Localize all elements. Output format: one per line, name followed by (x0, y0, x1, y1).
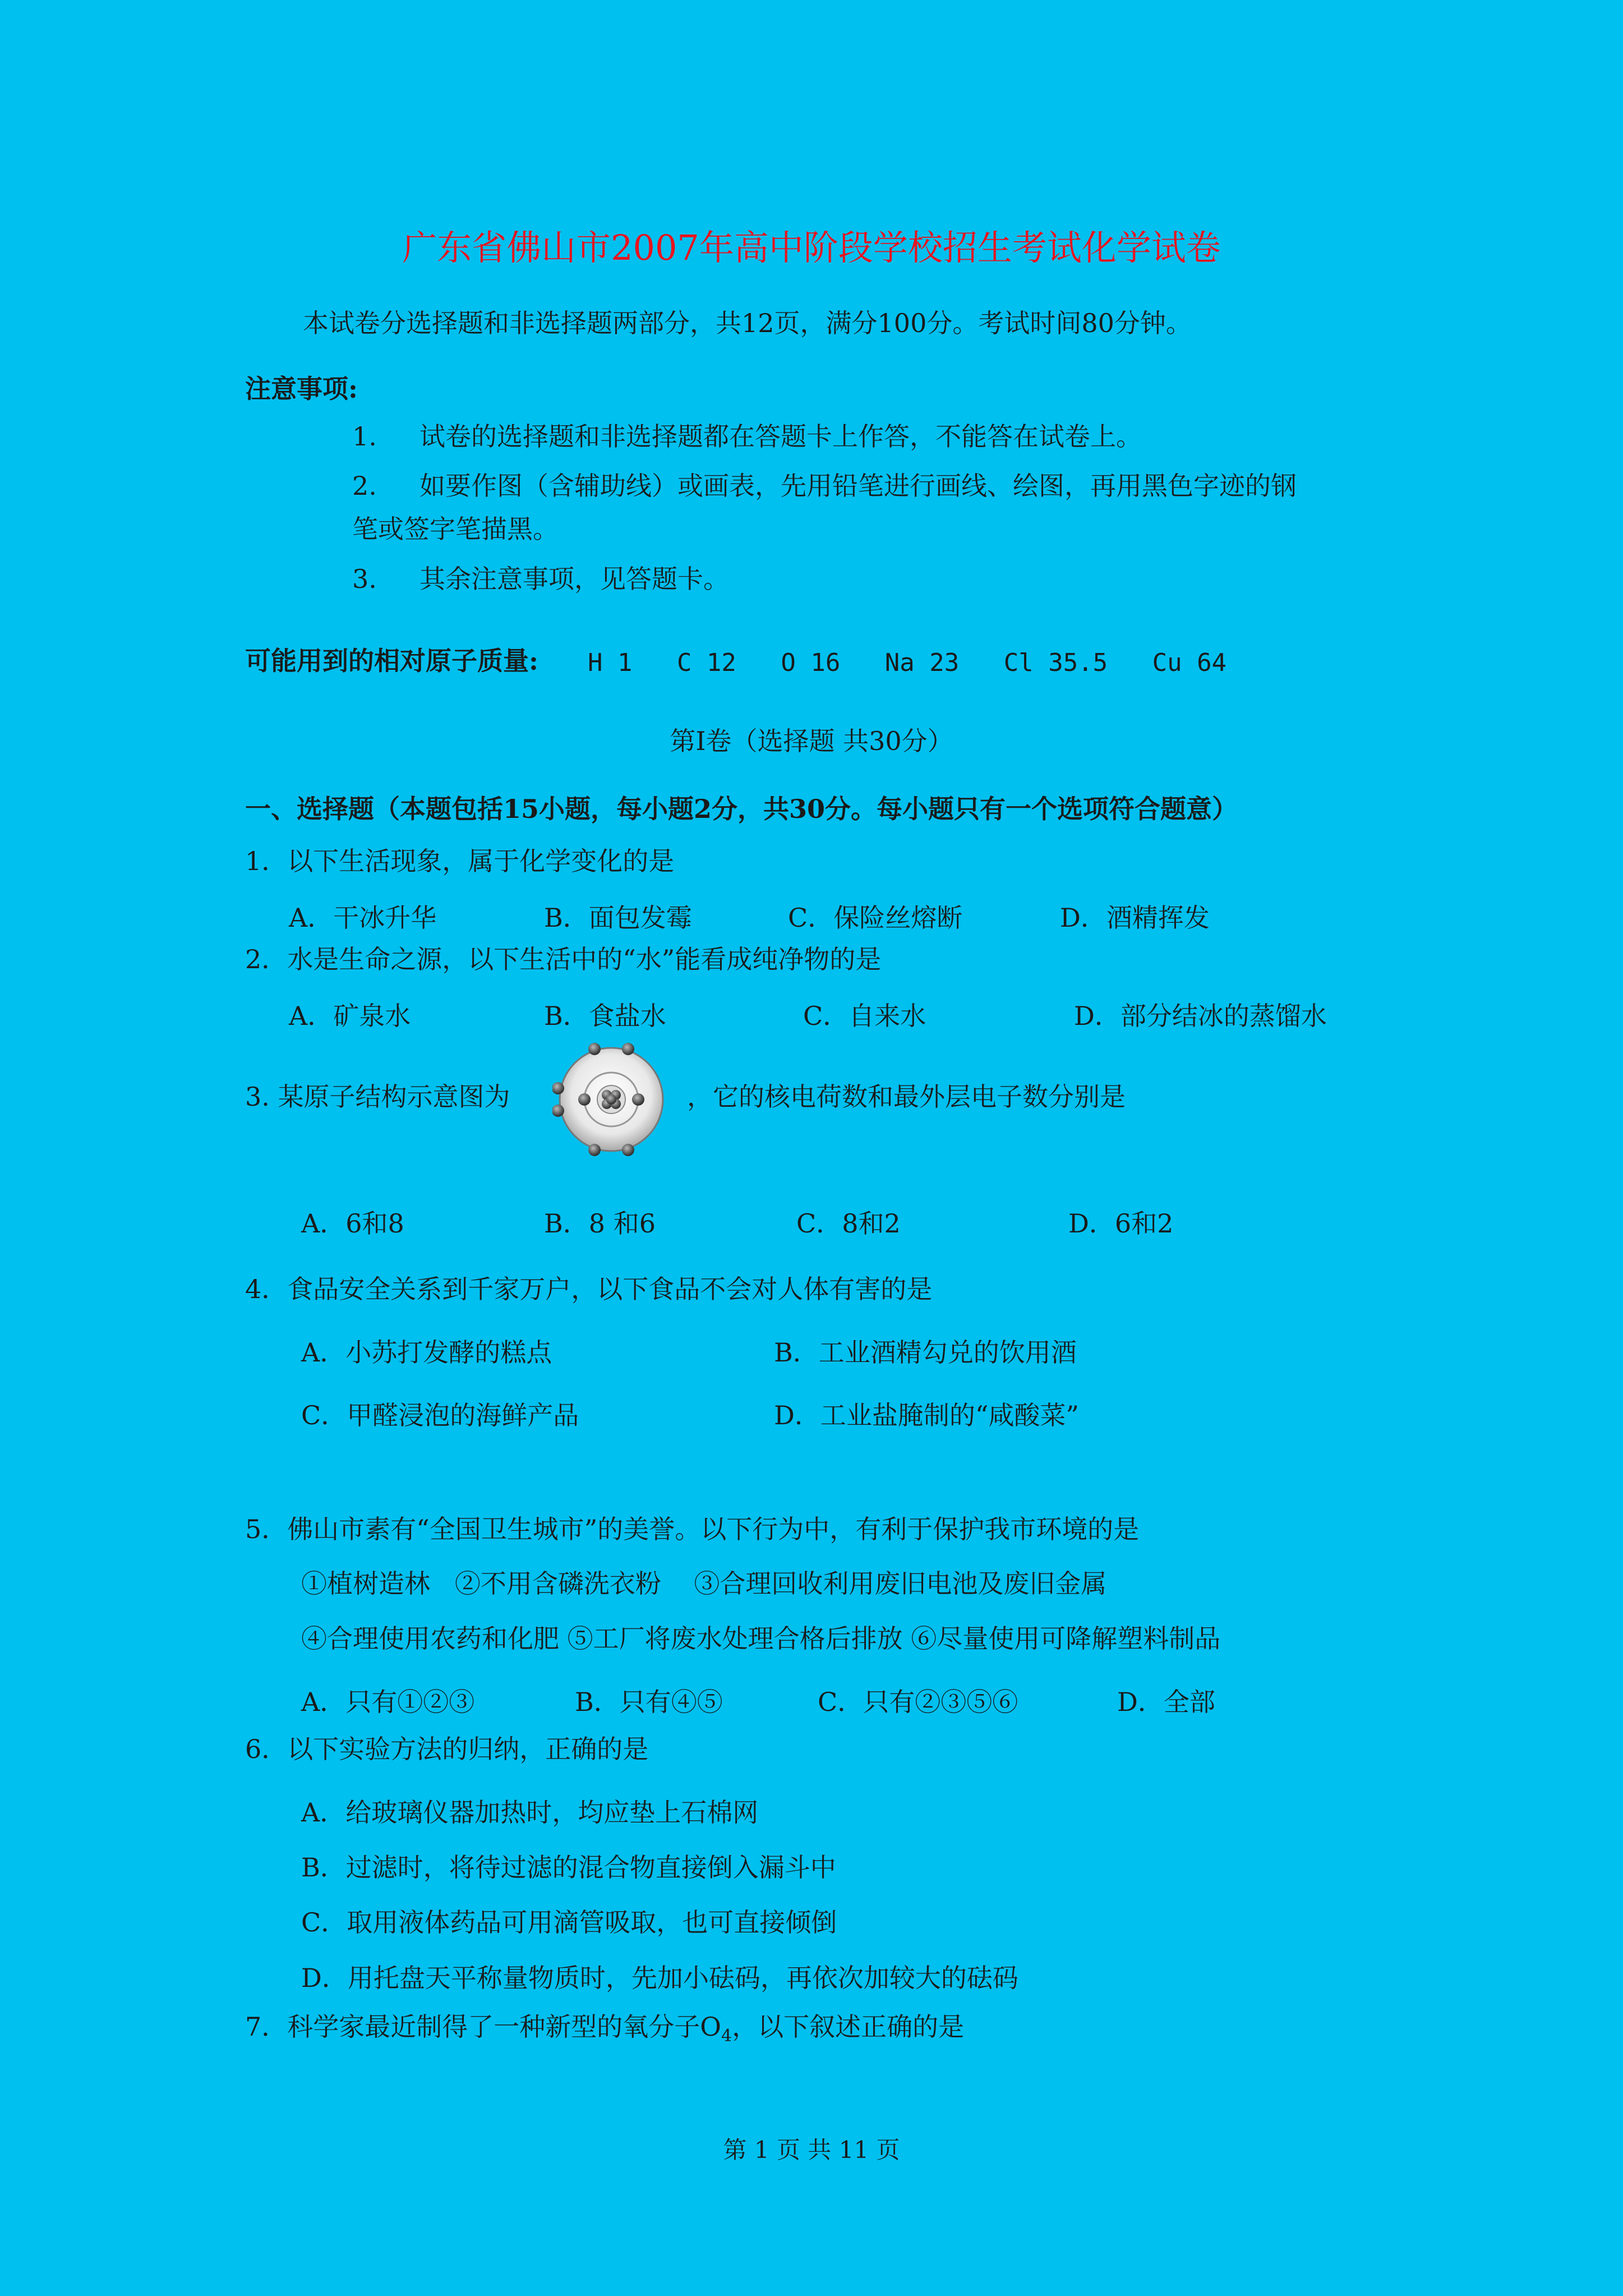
question-5-option-a: A．只有①②③ (301, 1687, 475, 1717)
question-4-stem: 4．食品安全关系到千家万户，以下食品不会对人体有害的是 (245, 1274, 933, 1304)
question-5-statements-line1: ①植树造林 ②不用含磷洗衣粉 ③合理回收利用废旧电池及废旧金属 (301, 1568, 1107, 1599)
question-5-option-c: C．只有②③⑤⑥ (818, 1687, 1018, 1717)
question-4-option-b: B．工业酒精勾兑的饮用酒 (774, 1337, 1077, 1368)
atomic-mass-values: H 1 C 12 O 16 Na 23 Cl 35.5 Cu 64 (588, 648, 1227, 677)
question-7-subscript: 4 (721, 2026, 732, 2046)
question-6-option-c: C．取用液体药品可用滴管吸取，也可直接倾倒 (301, 1907, 837, 1938)
question-1-option-b: B．面包发霉 (544, 903, 692, 933)
question-6-stem: 6．以下实验方法的归纳，正确的是 (245, 1734, 649, 1764)
question-4-option-a: A．小苏打发酵的糕点 (301, 1337, 552, 1368)
question-2-option-d: D．部分结冰的蒸馏水 (1074, 1001, 1327, 1031)
question-2-stem: 2．水是生命之源，以下生活中的“水”能看成纯净物的是 (245, 944, 882, 974)
question-3-stem-part1: 3. 某原子结构示意图为 (245, 1082, 510, 1112)
note-1-num: 1. (352, 421, 377, 452)
question-7-stem-part1: 7．科学家最近制得了一种新型的氧分子O (245, 2012, 721, 2042)
question-1-option-a: A．干冰升华 (289, 903, 437, 933)
question-5-statements-line2: ④合理使用农药和化肥 ⑤工厂将废水处理合格后排放 ⑥尽量使用可降解塑料制品 (301, 1623, 1221, 1654)
atomic-mass-label: 可能用到的相对原子质量: (245, 646, 538, 676)
question-2-option-a: A．矿泉水 (289, 1001, 411, 1031)
page-title: 广东省佛山市2007年高中阶段学校招生考试化学试卷 (402, 227, 1221, 268)
question-7-stem (245, 2014, 964, 2045)
note-3-num: 3. (352, 564, 377, 594)
note-2-continuation: 笔或签字笔描黑。 (352, 514, 559, 544)
question-5-stem: 5．佛山市素有“全国卫生城市”的美誉。以下行为中，有利于保护我市环境的是 (245, 1514, 1140, 1544)
note-2-text: 如要作图（含辅助线）或画表，先用铅笔进行画线、绘图，再用黑色字迹的钢 (419, 471, 1297, 501)
question-1-option-c: C．保险丝熔断 (788, 903, 963, 933)
question-1-stem: 1．以下生活现象，属于化学变化的是 (245, 846, 675, 876)
question-1-option-d: D．酒精挥发 (1060, 903, 1210, 933)
question-3-stem-part2: ，它的核电荷数和最外层电子数分别是 (687, 1082, 1126, 1112)
page-footer: 第 1 页 共 11 页 (723, 2136, 900, 2164)
atom-structure-diagram (552, 1041, 670, 1158)
question-3-option-b: B．8 和6 (544, 1208, 656, 1239)
question-7-stem-part2: ，以下叙述正确的是 (732, 2012, 965, 2042)
question-2-option-c: C．自来水 (803, 1001, 926, 1031)
question-6-option-b: B．过滤时，将待过滤的混合物直接倒入漏斗中 (301, 1852, 836, 1883)
note-1-text: 试卷的选择题和非选择题都在答题卡上作答，不能答在试卷上。 (419, 421, 1142, 452)
question-5-option-b: B．只有④⑤ (575, 1687, 723, 1717)
question-4-option-d: D．工业盐腌制的“咸酸菜” (774, 1400, 1079, 1430)
question-3-option-a: A．6和8 (301, 1208, 404, 1239)
question-6-option-d: D．用托盘天平称量物质时，先加小砝码，再依次加较大的砝码 (301, 1963, 1018, 1993)
note-3-text: 其余注意事项，见答题卡。 (419, 564, 729, 594)
part-heading: 一、选择题（本题包括15小题，每小题2分，共30分。每小题只有一个选项符合题意） (245, 794, 1238, 824)
question-4-option-c: C．甲醛浸泡的海鲜产品 (301, 1400, 579, 1430)
notes-heading: 注意事项: (245, 374, 358, 404)
question-2-option-b: B．食盐水 (544, 1001, 666, 1031)
section-title: 第Ⅰ卷（选择题 共30分） (670, 726, 953, 756)
question-5-option-d: D．全部 (1117, 1687, 1215, 1717)
note-2-num: 2. (352, 471, 377, 501)
question-3-option-c: C．8和2 (796, 1208, 901, 1239)
question-3-option-d: D．6和2 (1068, 1208, 1174, 1239)
question-6-option-a: A．给玻璃仪器加热时，均应垫上石棉网 (301, 1797, 759, 1828)
intro-text: 本试卷分选择题和非选择题两部分，共12页，满分100分。考试时间80分钟。 (303, 308, 1192, 338)
